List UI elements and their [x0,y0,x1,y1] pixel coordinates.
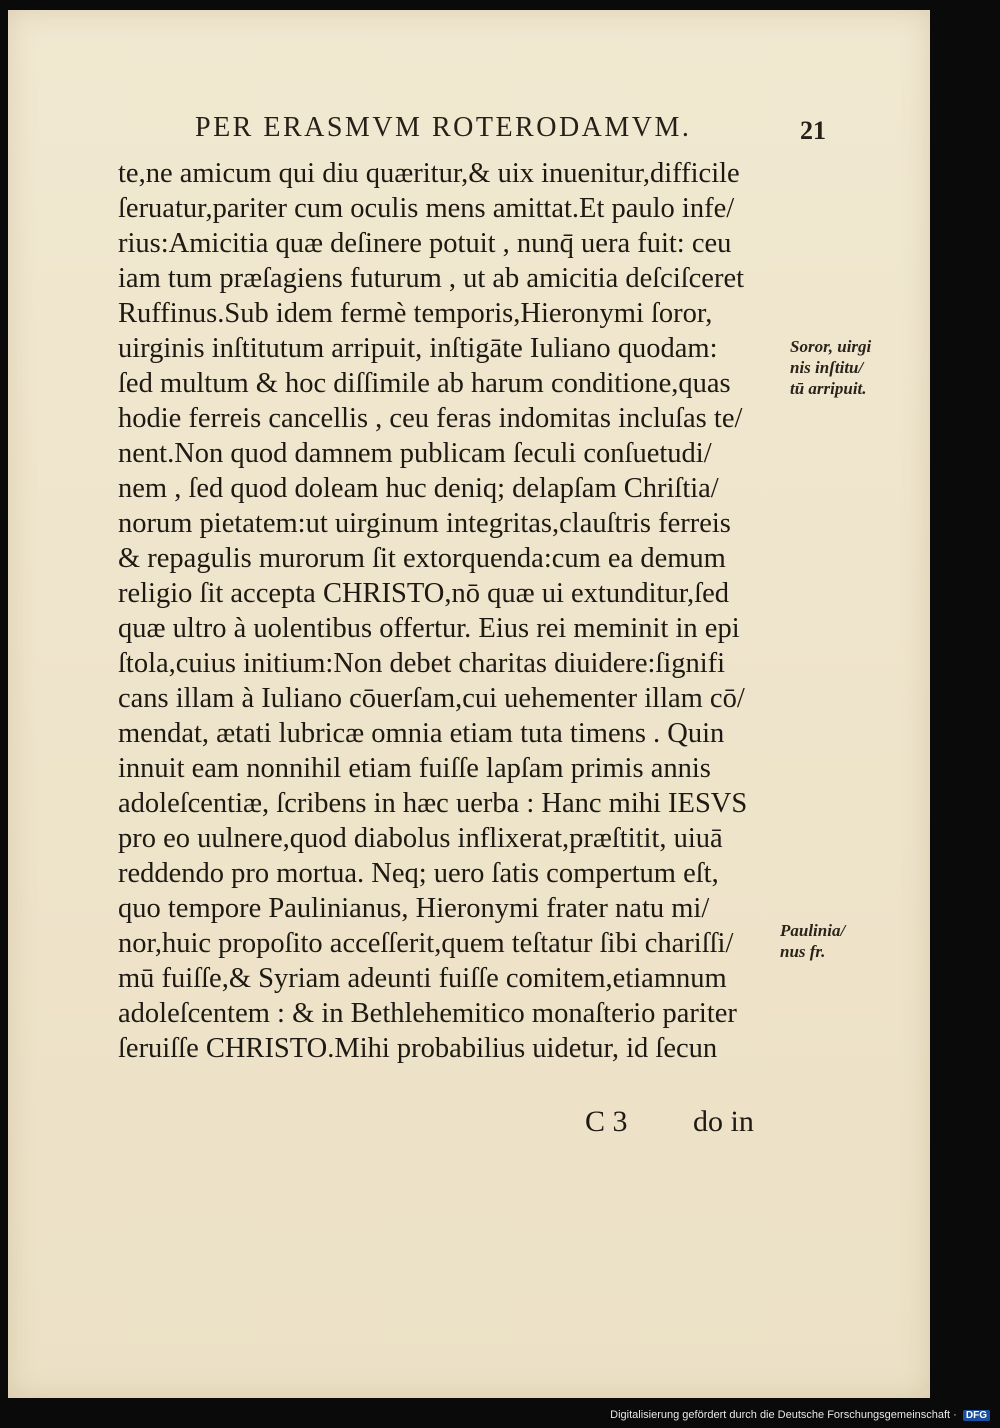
dfg-logo: DFG [963,1410,990,1421]
margin-note-line: nis inſtitu/ [790,358,864,377]
text-line: quæ ultro à uolentibus offertur. Eius rei meminit in epi [118,613,740,644]
text-line: mū fuiſſe,& Syriam adeunti fuiſſe comitem,etiamnum [118,963,727,994]
text-line: Ruffinus.Sub idem fermè temporis,Hieronymi ſoror, [118,298,713,329]
text-line: ſed multum & hoc diſſimile ab harum conditione,quas [118,368,731,399]
running-title: PER ERASMVM ROTERODAMVM. [195,112,692,143]
text-line: iam tum præſagiens futurum , ut ab amicitia deſciſceret [118,263,745,294]
page-edge-mark [936,64,942,74]
text-line: nent.Non quod damnem publicam ſeculi conſuetudi/ [118,438,712,469]
text-line: & repagulis murorum ſit extorquenda:cum ea demum [118,543,726,574]
text-line: ſeruatur,pariter cum oculis mens amittat.Et paulo infe/ [118,193,735,224]
margin-note-line: tū arripuit. [790,379,867,398]
text-line: hodie ferreis cancellis , ceu feras indomitas incluſas te/ [118,403,743,434]
margin-note-paulinianus [780,920,845,962]
text-line: adoleſcentem : & in Bethlehemitico monaſterio pariter [118,998,737,1029]
text-line: nem , ſed quod doleam huc deniq; delapſam Chriſtia/ [118,473,719,504]
text-line: quo tempore Paulinianus, Hieronymi frater natu mi/ [118,893,710,924]
text-line: ſtola,cuius initium:Non debet charitas diuidere:ſignifi [118,648,726,679]
margin-note-line: Soror, uirgi [790,337,872,356]
footer-credit-text: Digitalisierung gefördert durch die Deutsche Forschungsgemeinschaft · [610,1409,957,1421]
footer-credit [610,1409,990,1421]
catchword: do in [693,1105,754,1138]
text-line: reddendo pro mortua. Neq; uero ſatis compertum eſt, [118,858,719,889]
margin-note-soror [790,336,871,399]
text-line: nor,huic propoſito acceſſerit,quem teſtatur ſibi chariſſi/ [118,928,734,959]
text-line: te,ne amicum qui diu quæritur,& uix inuenitur,difficile [118,158,740,189]
text-line: rius:Amicitia quæ deſinere potuit , nunq̄ uera fuit: ceu [118,228,732,259]
page-number: 21 [800,116,826,145]
margin-note-line: nus fr. [780,942,826,961]
text-line: mendat, ætati lubricæ omnia etiam tuta timens . Quin [118,718,725,749]
text-line: pro eo uulnere,quod diabolus inflixerat,præſtitit, uiuā [118,823,723,854]
margin-note-line: Paulinia/ [780,921,846,940]
text-line: innuit eam nonnihil etiam fuiſſe lapſam primis annis [118,753,711,784]
text-line: religio ſit accepta CHRISTO,nō quæ ui extunditur,ſed [118,578,729,609]
text-line: cans illam à Iuliano cōuerſam,cui uehementer illam cō/ [118,683,745,714]
text-line: ſeruiſſe CHRISTO.Mihi probabilius uidetur, id ſecun [118,1033,718,1064]
text-line: norum pietatem:ut uirginum integritas,clauſtris ferreis [118,508,731,539]
main-text-block [118,156,788,1066]
signature-mark: C 3 [585,1105,628,1138]
text-line: uirginis inſtitutum arripuit, inſtigāte Iuliano quodam: [118,333,718,364]
text-line: adoleſcentiæ, ſcribens in hæc uerba : Hanc mihi IESVS [118,788,748,819]
